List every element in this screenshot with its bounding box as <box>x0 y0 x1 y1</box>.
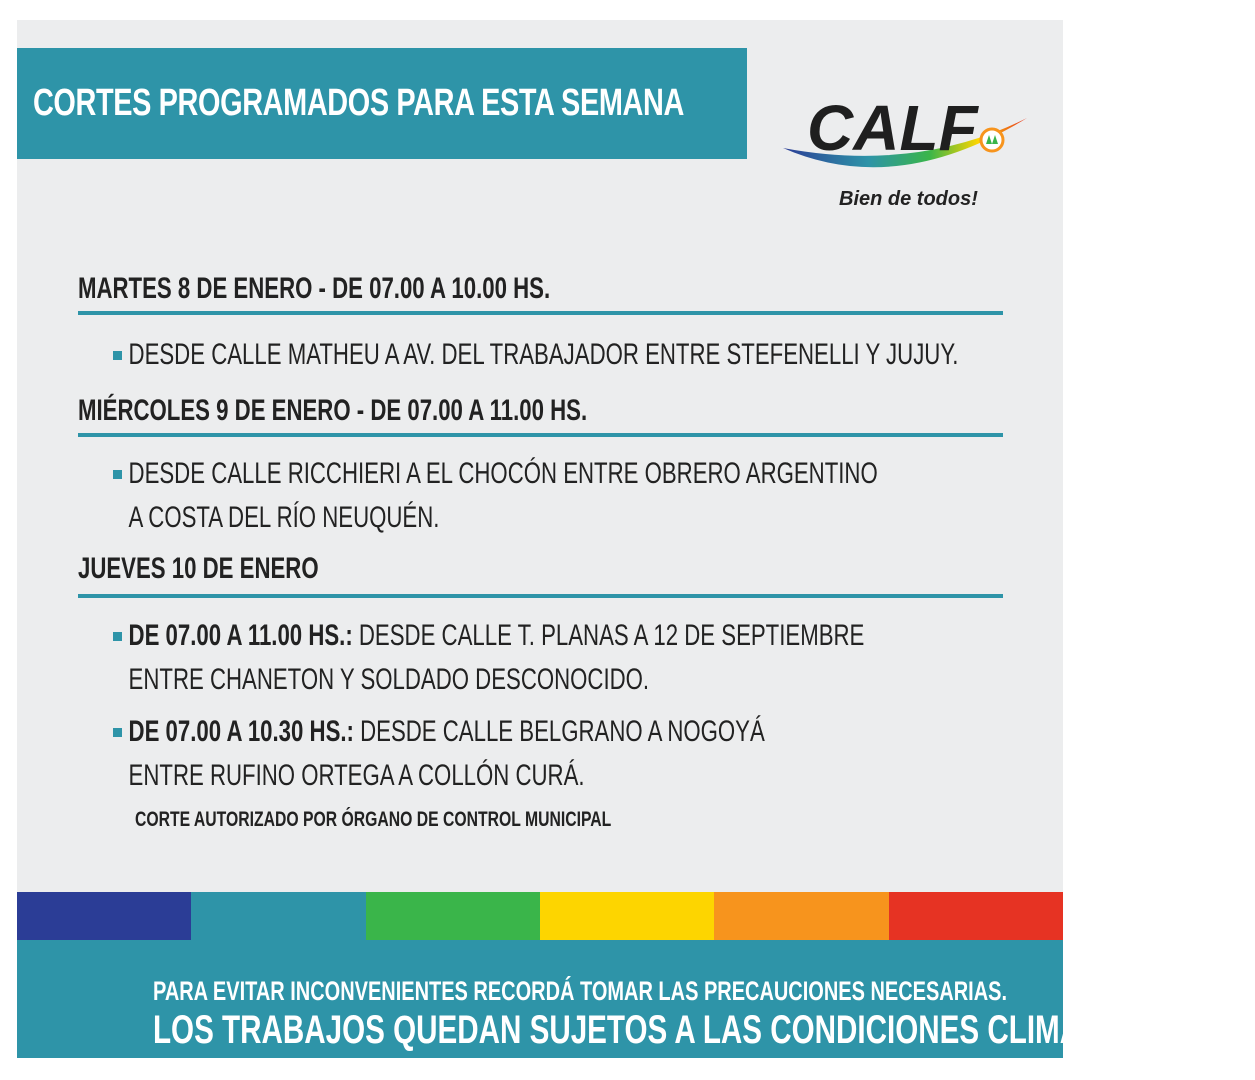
calf-logo <box>777 78 1037 208</box>
stripe-green <box>366 892 540 940</box>
item-text-line1 <box>113 614 864 658</box>
stripe-blue <box>17 892 191 940</box>
section-divider <box>78 433 1003 437</box>
title-banner <box>17 48 747 159</box>
list-item <box>113 614 1128 702</box>
section-heading: MARTES 8 DE ENERO - DE 07.00 A 10.00 HS. <box>78 272 551 305</box>
section-miercoles <box>78 394 1003 428</box>
footer-line-1: PARA EVITAR INCONVENIENTES RECORDÁ TOMAR LAS PRECAUCIONES NECESARIAS. <box>152 976 1008 1006</box>
item-text: DESDE CALLE T. PLANAS A 12 DE SEPTIEMBRE <box>352 619 865 652</box>
stripe-orange <box>714 892 888 940</box>
item-text-line2: ENTRE RUFINO ORTEGA A COLLÓN CURÁ. <box>128 759 585 792</box>
section-divider <box>78 594 1003 598</box>
item-text: DESDE CALLE BELGRANO A NOGOYÁ <box>353 715 765 748</box>
list-item <box>113 710 994 798</box>
page-title: CORTES PROGRAMADOS PARA ESTA SEMANA <box>32 82 684 124</box>
tagline: Bien de todos! <box>839 188 978 210</box>
section-heading: JUEVES 10 DE ENERO <box>78 552 319 585</box>
item-time: DE 07.00 A 11.00 HS.: <box>128 619 353 652</box>
authorization-note: CORTE AUTORIZADO POR ÓRGANO DE CONTROL MUNICIPAL <box>135 808 612 831</box>
logo-swoosh <box>777 78 1037 188</box>
list-item <box>113 333 1255 377</box>
logo-wordmark: CALF <box>807 92 978 164</box>
item-time: DE 07.00 A 10.30 HS.: <box>128 715 354 748</box>
item-text-line1 <box>113 710 765 754</box>
item-text-line1: DESDE CALLE RICCHIERI A EL CHOCÓN ENTRE OBRERO ARGENTINO <box>128 457 878 490</box>
color-stripes <box>17 892 1063 940</box>
section-jueves <box>78 552 1003 586</box>
list-item <box>113 452 1146 540</box>
section-divider <box>78 311 1003 315</box>
footer-line-2: LOS TRABAJOS QUEDAN SUJETOS A LAS CONDICIONES CLIMÁTICAS. <box>152 1008 1179 1052</box>
stripe-yellow <box>540 892 714 940</box>
item-text-line2: ENTRE CHANETON Y SOLDADO DESCONOCIDO. <box>128 663 650 696</box>
item-text: DESDE CALLE MATHEU A AV. DEL TRABAJADOR ENTRE STEFENELLI Y JUJUY. <box>128 338 959 371</box>
announcement-card <box>17 20 1179 1058</box>
item-text-line2: A COSTA DEL RÍO NEUQUÉN. <box>128 501 440 534</box>
stripe-red <box>889 892 1063 940</box>
stripe-teal <box>191 892 365 940</box>
section-heading: MIÉRCOLES 9 DE ENERO - DE 07.00 A 11.00 HS. <box>78 394 588 427</box>
section-martes <box>78 272 1003 306</box>
footer-banner <box>17 940 1179 1058</box>
